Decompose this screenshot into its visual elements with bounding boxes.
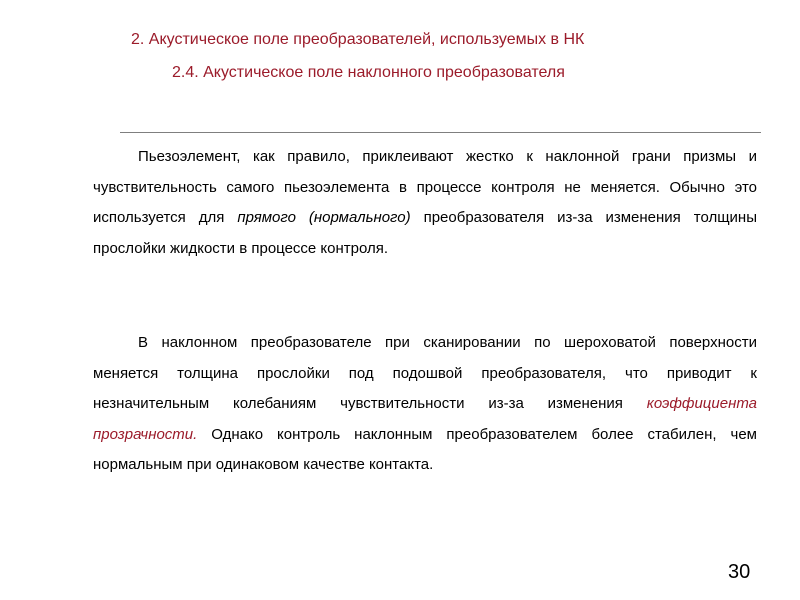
divider-line bbox=[120, 132, 761, 133]
paragraph-1 bbox=[93, 142, 757, 264]
section-heading: 2. Акустическое поле преобразователей, используемых в НК bbox=[131, 31, 585, 48]
paragraph-1-text-start: Пьезоэлемент, как правило, приклеивают жестко к наклонной грани призмы и чувствительность самого пьезоэлемента в процессе контроля не меняется. Обычно это используется для bbox=[93, 148, 757, 227]
slide-number: 30 bbox=[728, 561, 751, 583]
subsection-heading: 2.4. Акустическое поле наклонного преобразователя bbox=[172, 64, 565, 81]
paragraph-2 bbox=[93, 328, 757, 481]
paragraph-1-emphasis: прямого (нормального) bbox=[237, 209, 411, 227]
paragraph-2-text-end: Однако контроль наклонным преобразователем более стабилен, чем нормальным при одинаковом качестве контакта. bbox=[93, 425, 757, 474]
paragraph-2-text-start: В наклонном преобразователе при сканировании по шероховатой поверхности меняется толщина прослойки под подошвой преобразователя, что приводит к незначительным колебаниям чувствительности из-за изменения bbox=[93, 334, 757, 413]
paragraph-1-text-end: преобразователя из-за изменения толщины прослойки жидкости в процессе контроля. bbox=[93, 209, 757, 257]
paragraph-2-term: коэффициента прозрачности. bbox=[93, 395, 757, 443]
